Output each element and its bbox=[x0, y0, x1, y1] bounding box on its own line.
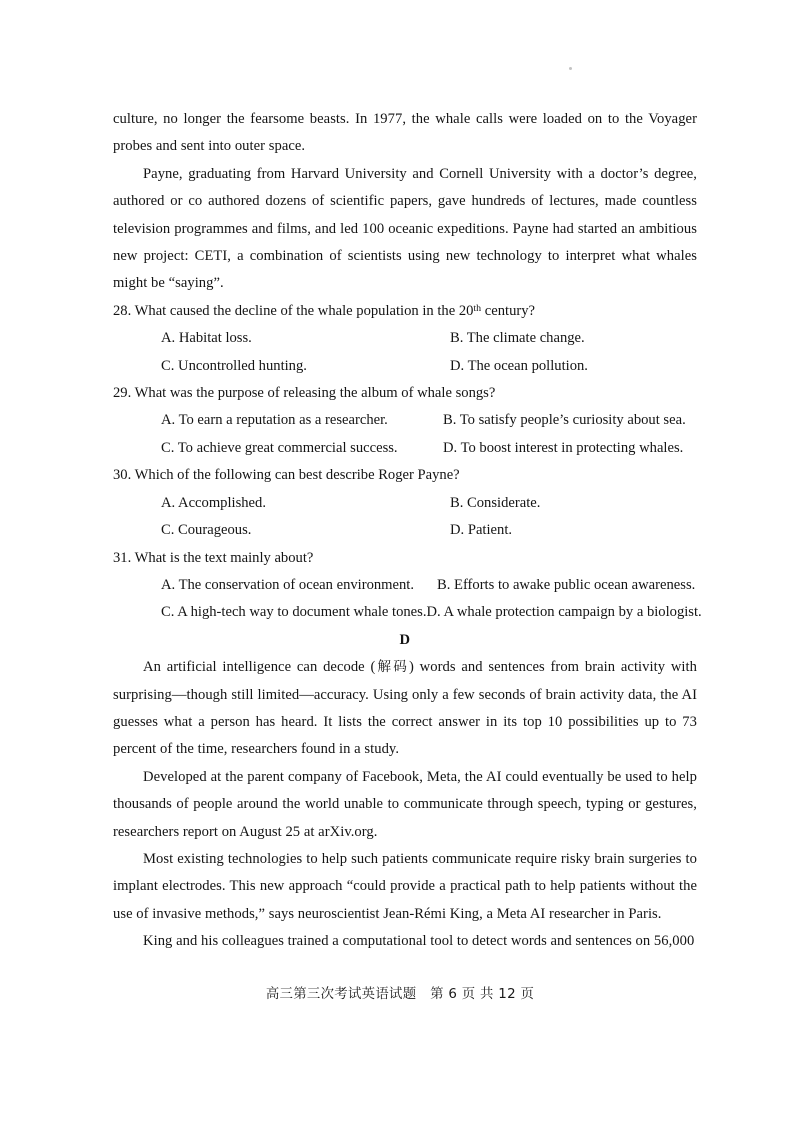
question-30-stem bbox=[113, 462, 697, 489]
question-28-options-row-1 bbox=[113, 325, 697, 352]
question-30 bbox=[113, 462, 697, 544]
question-31-stem bbox=[113, 545, 697, 572]
section-d-letter: D bbox=[399, 631, 411, 648]
question-31-number: 31. bbox=[113, 549, 132, 566]
question-28-stem-part-1: What caused the decline of the whale population in the 20 bbox=[131, 302, 474, 319]
question-29-option-b[interactable]: B. To satisfy people’s curiosity about sea. bbox=[443, 412, 686, 429]
question-29-number: 29. bbox=[113, 385, 132, 402]
question-31-options-row-2 bbox=[113, 599, 702, 626]
question-29 bbox=[113, 380, 697, 462]
question-30-stem-text: Which of the following can best describe Roger Payne? bbox=[131, 467, 460, 484]
question-28-stem bbox=[113, 298, 697, 325]
question-29-option-a[interactable]: A. To earn a reputation as a researcher. bbox=[161, 412, 388, 429]
question-30-number: 30. bbox=[113, 467, 132, 484]
question-30-option-a[interactable]: A. Accomplished. bbox=[161, 494, 266, 511]
question-28-option-b[interactable]: B. The climate change. bbox=[450, 330, 585, 347]
question-28-options-row-2 bbox=[113, 353, 697, 380]
question-29-options-row-2 bbox=[113, 435, 697, 462]
question-31-option-b[interactable]: B. Efforts to awake public ocean awareness. bbox=[437, 576, 696, 593]
question-31 bbox=[113, 545, 702, 627]
question-28 bbox=[113, 298, 697, 380]
question-30-option-c[interactable]: C. Courageous. bbox=[161, 522, 252, 539]
page-body-column bbox=[113, 106, 702, 956]
question-29-options-row-1 bbox=[113, 407, 697, 434]
question-31-options-row-1 bbox=[113, 572, 697, 599]
question-30-option-d[interactable]: D. Patient. bbox=[450, 522, 513, 539]
scan-speck bbox=[569, 67, 572, 70]
question-29-option-c[interactable]: C. To achieve great commercial success. bbox=[161, 439, 398, 456]
section-d-paragraph-1-part-2: ) words and sentences from brain activity with surprising—though still limited—accuracy. Using only a few seconds of brain activity data, the AI guesses what a person has heard. It lists the correct answer in its top 10 possibilities up to 73 percent of the time, researchers found in a study. bbox=[113, 659, 697, 758]
section-d-paragraph-1-part-1: An artificial intelligence can decode ( bbox=[143, 659, 376, 676]
section-d-paragraph-2: Developed at the parent company of Facebook, Meta, the AI could eventually be used to help thousands of people around the world unable to communicate through speech, typing or gestures, researchers report on August 25 at arXiv.org. bbox=[113, 768, 697, 840]
section-d-paragraph-1 bbox=[113, 654, 697, 764]
question-29-stem bbox=[113, 380, 697, 407]
question-28-option-d[interactable]: D. The ocean pollution. bbox=[450, 357, 588, 374]
question-30-options-row-2 bbox=[113, 517, 697, 544]
question-28-ordinal-suffix: th bbox=[473, 302, 482, 314]
question-29-stem-text: What was the purpose of releasing the album of whale songs? bbox=[131, 385, 496, 402]
question-31-stem-text: What is the text mainly about? bbox=[131, 549, 314, 566]
question-30-options-row-1 bbox=[113, 490, 697, 517]
section-d-gloss-cjk: 解码 bbox=[375, 659, 409, 676]
page-footer: 高三第三次考试英语试题 第 6 页 共 12 页 bbox=[265, 987, 535, 1002]
question-30-option-b[interactable]: B. Considerate. bbox=[450, 494, 541, 511]
question-28-option-c[interactable]: C. Uncontrolled hunting. bbox=[161, 357, 307, 374]
question-28-option-a[interactable]: A. Habitat loss. bbox=[161, 330, 252, 347]
passage-c-paragraph-2: Payne, graduating from Harvard University and Cornell University with a doctor’s degree, authored or co authored dozens of scientific papers, gave hundreds of lectures, made countless television programmes and films, and led 100 oceanic expeditions. Payne had started an ambitious new project: CETI, a combination of scientists using new technology to interpret what whales might be “saying”. bbox=[113, 165, 697, 292]
question-29-option-d[interactable]: D. To boost interest in protecting whales. bbox=[443, 439, 684, 456]
question-31-option-d[interactable]: D. A whale protection campaign by a biologist. bbox=[426, 604, 702, 621]
question-28-stem-part-2: century? bbox=[481, 302, 536, 319]
passage-c-paragraph-1: culture, no longer the fearsome beasts. In 1977, the whale calls were loaded on to the Voyager probes and sent into outer space. bbox=[113, 111, 697, 155]
question-31-option-c[interactable]: C. A high-tech way to document whale tones. bbox=[161, 604, 427, 621]
question-28-number: 28. bbox=[113, 302, 132, 319]
section-d-paragraph-3: Most existing technologies to help such patients communicate require risky brain surgeries to implant electrodes. This new approach “could provide a practical path to help patients without the use of invasive methods,” says neuroscientist Jean-Rémi King, a Meta AI researcher in Paris. bbox=[113, 850, 697, 922]
question-31-option-a[interactable]: A. The conservation of ocean environment. bbox=[161, 576, 415, 593]
section-d-paragraph-4: King and his colleagues trained a computational tool to detect words and sentences on 56,000 bbox=[143, 933, 695, 950]
